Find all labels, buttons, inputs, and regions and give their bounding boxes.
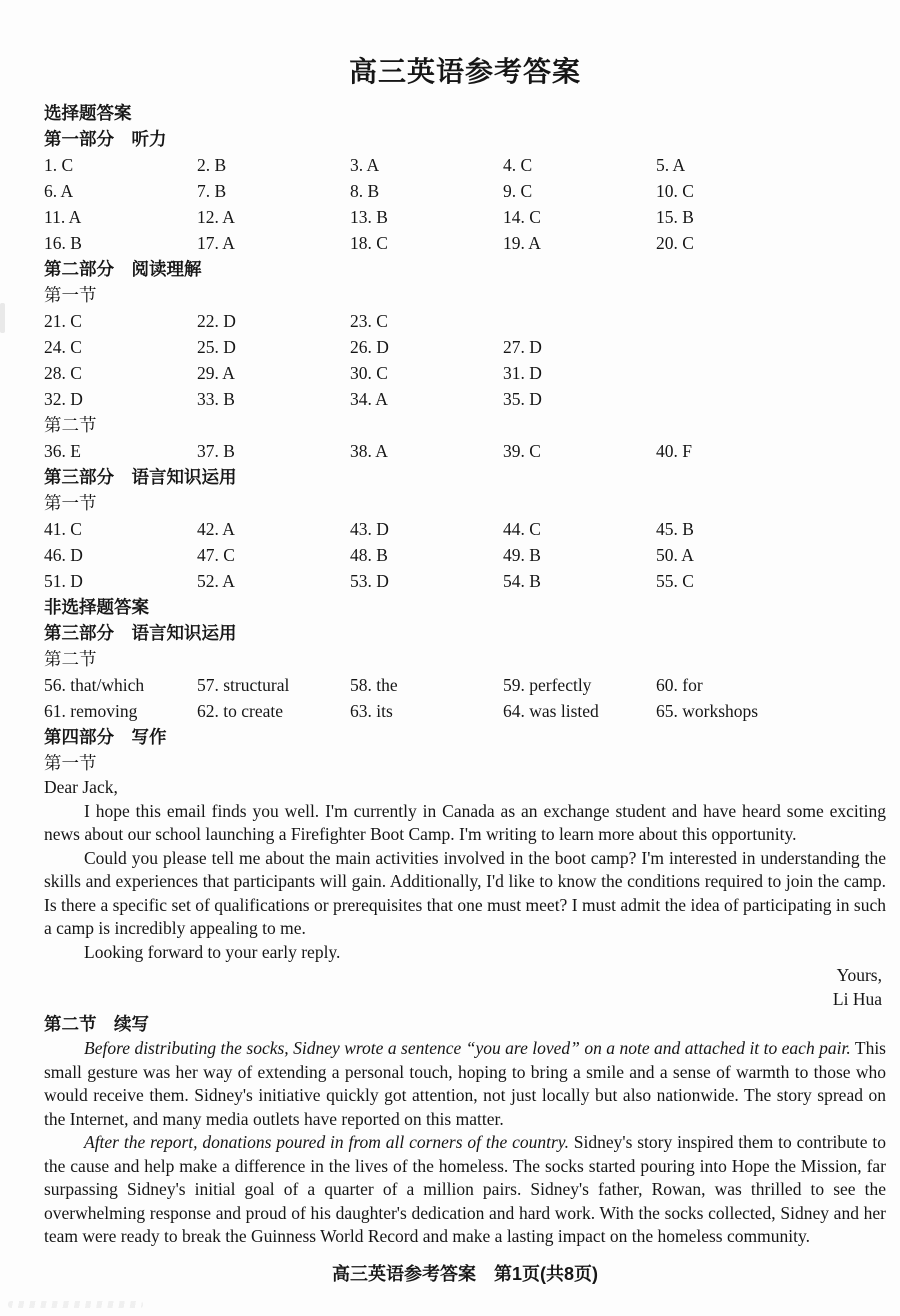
answer-cell: 35. D — [503, 389, 542, 409]
answer-cell: 26. D — [350, 337, 389, 357]
answer-cell: 62. to create — [197, 701, 283, 721]
answer-cell: 2. B — [197, 155, 227, 175]
answer-row — [44, 334, 886, 360]
answer-cell: 10. C — [656, 181, 694, 201]
answer-row — [44, 230, 886, 256]
non-choice-answers-heading: 非选择题答案 — [44, 597, 149, 617]
reading-section2-label: 第二节 — [44, 415, 97, 435]
language-section2-answer-block — [44, 672, 886, 724]
answer-cell: 12. A — [197, 207, 235, 227]
answer-row — [44, 568, 886, 594]
writing-section2-heading: 第二节 续写 — [44, 1014, 149, 1034]
answer-row — [44, 204, 886, 230]
page-title: 高三英语参考答案 — [348, 56, 581, 87]
answer-cell: 63. its — [350, 701, 393, 721]
answer-cell: 56. that/which — [44, 675, 145, 695]
answer-cell: 36. E — [44, 441, 81, 461]
letter-salutation: Dear Jack, — [44, 777, 118, 797]
answer-cell: 54. B — [503, 571, 541, 591]
continuation-writing — [44, 1037, 886, 1249]
answer-cell: 55. C — [656, 571, 694, 591]
answer-cell: 58. the — [350, 675, 398, 695]
answer-cell: 46. D — [44, 545, 83, 565]
answer-cell: 48. B — [350, 545, 388, 565]
answer-cell: 47. C — [197, 545, 235, 565]
answer-cell: 34. A — [350, 389, 388, 409]
choice-answers-heading: 选择题答案 — [44, 103, 132, 123]
answer-cell: 65. workshops — [656, 701, 759, 721]
answer-cell: 20. C — [656, 233, 694, 253]
letter-signature: Li Hua — [832, 988, 882, 1009]
answer-row — [44, 386, 886, 412]
answer-cell: 29. A — [197, 363, 235, 383]
part2-reading-heading: 第二部分 阅读理解 — [44, 259, 202, 279]
answer-cell: 31. D — [503, 363, 542, 383]
part3-language-heading-repeat: 第三部分 语言知识运用 — [44, 623, 237, 643]
scan-artifact-edge-mark — [0, 303, 5, 333]
answer-cell: 43. D — [350, 519, 389, 539]
letter-paragraph-1: I hope this email finds you well. I'm currently in Canada as an exchange student and have heard some exciting news about our school launching a Firefighter Boot Camp. I'm writing to learn more about this opportunity. — [44, 800, 886, 844]
answer-cell: 8. B — [350, 181, 380, 201]
reading-section1-answer-block — [44, 308, 886, 412]
letter-signoff: Yours, — [836, 965, 882, 985]
listening-answer-block — [44, 152, 886, 256]
answer-cell: 32. D — [44, 389, 83, 409]
answer-cell: 27. D — [503, 337, 542, 357]
answer-row — [44, 152, 886, 178]
answer-cell: 18. C — [350, 233, 388, 253]
answer-cell: 39. C — [503, 441, 541, 461]
answer-row — [44, 698, 886, 724]
answer-cell: 52. A — [197, 571, 235, 591]
language-section2-label: 第二节 — [44, 649, 97, 669]
answer-cell: 40. F — [656, 441, 692, 461]
answer-cell: 49. B — [503, 545, 541, 565]
answer-cell: 9. C — [503, 181, 533, 201]
answer-cell: 45. B — [656, 519, 694, 539]
answer-cell: 15. B — [656, 207, 694, 227]
answer-row — [44, 308, 886, 334]
continuation-paragraph-1 — [44, 1037, 886, 1131]
answer-cell: 11. A — [44, 207, 82, 227]
continuation-para1-prompt: Before distributing the socks, Sidney wrote a sentence “you are loved” on a note and attached it to each pair. — [84, 1038, 851, 1058]
answer-cell: 50. A — [656, 545, 694, 565]
answer-row — [44, 438, 886, 464]
answer-cell: 23. C — [350, 311, 388, 331]
answer-cell: 19. A — [503, 233, 541, 253]
answer-cell: 53. D — [350, 571, 389, 591]
answer-cell: 25. D — [197, 337, 236, 357]
letter-closing-line: Looking forward to your early reply. — [84, 941, 341, 962]
answer-cell: 5. A — [656, 155, 686, 175]
continuation-para2-body: Sidney's story inspired them to contribute to the cause and help make a difference in the lives of the homeless. The socks started pouring into Hope the Mission, far surpassing Sidney's initial goal of a quarter of a million pairs. Sidney's father, Rowan, was thrilled to see the overwhelming response and proud of his daughter's dedication and hard work. With the socks collected, Sidney and her team were ready to break the Guinness World Record and make a lasting impact on the homeless community. — [44, 1132, 886, 1246]
answer-cell: 14. C — [503, 207, 541, 227]
answer-cell: 24. C — [44, 337, 82, 357]
answer-row — [44, 672, 886, 698]
answer-cell: 37. B — [197, 441, 235, 461]
scan-artifact-smudge — [8, 1301, 143, 1308]
answer-cell: 3. A — [350, 155, 380, 175]
answer-cell: 22. D — [197, 311, 236, 331]
answer-cell: 60. for — [656, 675, 703, 695]
answer-cell: 33. B — [197, 389, 235, 409]
reading-section2-answer-block — [44, 438, 886, 464]
continuation-paragraph-2 — [44, 1131, 886, 1249]
part3-language-heading: 第三部分 语言知识运用 — [44, 467, 237, 487]
answer-cell: 17. A — [197, 233, 235, 253]
answer-cell: 13. B — [350, 207, 388, 227]
answer-cell: 4. C — [503, 155, 533, 175]
answer-cell: 21. C — [44, 311, 82, 331]
answer-row — [44, 178, 886, 204]
answer-row — [44, 360, 886, 386]
answer-cell: 64. was listed — [503, 701, 599, 721]
answer-cell: 61. removing — [44, 701, 138, 721]
answer-cell: 57. structural — [197, 675, 290, 695]
answer-cell: 42. A — [197, 519, 235, 539]
continuation-para2-prompt: After the report, donations poured in from all corners of the country. — [84, 1132, 569, 1152]
language-section1-label: 第一节 — [44, 493, 97, 513]
answer-cell: 16. B — [44, 233, 82, 253]
answer-row — [44, 516, 886, 542]
answer-cell: 38. A — [350, 441, 388, 461]
answer-cell: 59. perfectly — [503, 675, 592, 695]
model-letter — [44, 776, 886, 1011]
answer-cell: 41. C — [44, 519, 82, 539]
answer-cell: 7. B — [197, 181, 227, 201]
answer-cell: 30. C — [350, 363, 388, 383]
answer-cell: 1. C — [44, 155, 74, 175]
answer-cell: 28. C — [44, 363, 82, 383]
part4-writing-heading: 第四部分 写作 — [44, 727, 167, 747]
letter-paragraph-2: Could you please tell me about the main activities involved in the boot camp? I'm interested in understanding the skills and experiences that participants will gain. Additionally, I'd like to know the conditions required to join the camp. Is there a specific set of qualifications or prerequisites that one must meet? I must admit the idea of participating in such a camp is incredibly appealing to me. — [44, 847, 886, 938]
answer-cell: 51. D — [44, 571, 83, 591]
answer-row — [44, 542, 886, 568]
writing-section1-label: 第一节 — [44, 753, 97, 773]
reading-section1-label: 第一节 — [44, 285, 97, 305]
language-section1-answer-block — [44, 516, 886, 594]
page-footer: 高三英语参考答案 第1页(共8页) — [331, 1263, 598, 1284]
answer-cell: 6. A — [44, 181, 74, 201]
answer-cell: 44. C — [503, 519, 541, 539]
part1-listening-heading: 第一部分 听力 — [44, 129, 167, 149]
continuation-para1-body: This small gesture was her way of extending a personal touch, hoping to bring a smile and a sense of warmth to those who would receive them. Sidney's initiative quickly got attention, not just locally but also nationwide. The story spread on the Internet, and many media outlets have reported on this matter. — [44, 1038, 886, 1129]
